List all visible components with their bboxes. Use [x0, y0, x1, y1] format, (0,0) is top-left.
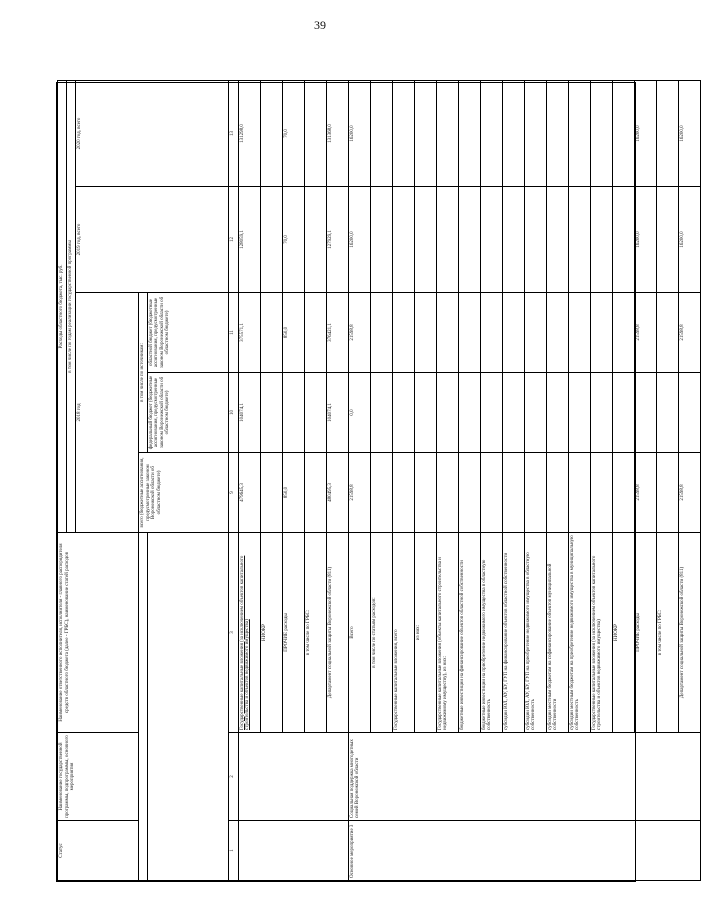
row-federal-cell	[458, 373, 480, 453]
row-2020-cell	[458, 80, 480, 186]
row-federal-cell	[414, 373, 436, 453]
row-total-cell	[502, 453, 524, 533]
row-name-cell: Государственные капитальные вложения (объекты капитального строительства и недвижимому имуществу), из них:	[436, 533, 458, 733]
row-name-cell: Государственные капитальные вложения, всего	[392, 533, 414, 733]
col-number: 9	[228, 453, 238, 533]
row-regional-cell	[546, 293, 568, 373]
row-2020-cell	[414, 80, 436, 186]
col-number: 13	[228, 80, 238, 186]
row-regional-cell	[590, 293, 612, 373]
row-2019-cell	[524, 187, 546, 293]
row-total-cell	[458, 453, 480, 533]
header-program-name: Наименование государственной программы, подпрограммы, основного мероприятия	[58, 733, 139, 821]
row-2020-cell	[568, 80, 590, 186]
row-total-cell: 480495,3	[326, 453, 348, 533]
status-cell: Основное мероприятие 3	[348, 821, 700, 881]
budget-table	[57, 80, 701, 881]
row-regional-cell	[612, 293, 634, 373]
row-federal-cell: 104074,1	[238, 373, 260, 453]
row-name-cell: бюджетные инвестиции на приобретение недвижимого имущества в областную собственность	[480, 533, 502, 733]
row-total-cell	[392, 453, 414, 533]
row-total-cell	[590, 453, 612, 533]
row-regional-cell: 850,0	[282, 293, 304, 373]
row-2019-cell	[414, 187, 436, 293]
row-2019-cell	[304, 187, 326, 293]
row-federal-cell	[634, 373, 656, 453]
header-status: Статус	[58, 821, 139, 881]
row-2020-cell: 70,0	[282, 80, 304, 186]
header-incl-sources: в том числе по годам реализации государственной программы	[67, 80, 76, 532]
row-total-cell	[480, 453, 502, 533]
row-2019-cell	[546, 187, 568, 293]
row-2019-cell	[502, 187, 524, 293]
row-federal-cell	[678, 373, 700, 453]
row-name-cell: в том числе по статьям расходов:	[370, 533, 392, 733]
col-number: 11	[228, 293, 238, 373]
row-2019-cell	[568, 187, 590, 293]
header-2019: 2019 год, всего	[75, 187, 228, 293]
row-regional-cell	[436, 293, 458, 373]
row-federal-cell	[282, 373, 304, 453]
row-federal-cell	[480, 373, 502, 453]
row-2019-cell	[612, 187, 634, 293]
row-name-cell: Департамент социальной защиты Воронежской области (811)	[326, 533, 348, 733]
row-name-cell: субсидии местным бюджетам на приобретение недвижимого имущества в муниципальную собственность	[568, 533, 590, 733]
col-number: 3	[228, 533, 238, 733]
row-federal-cell	[436, 373, 458, 453]
row-regional-cell: 375571,1	[238, 293, 260, 373]
row-name-cell: НИОКР	[260, 533, 282, 733]
header-regional: областной бюджет (бюджетные ассигнования, предусмотренные законом Воронежской области об областном бюджете)	[147, 293, 228, 373]
row-2019-cell	[370, 187, 392, 293]
header-incl-by-source: в том числе по источникам:	[139, 293, 148, 453]
row-federal-cell	[656, 373, 678, 453]
row-total-cell: 850,0	[282, 453, 304, 533]
row-total-cell	[260, 453, 282, 533]
row-federal-cell	[260, 373, 282, 453]
row-regional-cell: 376421,1	[326, 293, 348, 373]
row-name-cell: в том числе по ГРБС:	[304, 533, 326, 733]
header-responsible: Наименование ответственного исполнителя, исполнителя - главного распорядителя средств областного бюджета (далее - ГРБС), наименование статей расходов	[58, 533, 139, 733]
row-regional-cell	[260, 293, 282, 373]
row-federal-cell	[392, 373, 414, 453]
row-2020-cell: 16200,0	[634, 80, 656, 186]
row-total-cell: 21598,8	[348, 453, 370, 533]
row-total-cell	[436, 453, 458, 533]
row-regional-cell	[414, 293, 436, 373]
header-2020: 2020 год, всего	[75, 80, 228, 186]
row-2019-cell	[590, 187, 612, 293]
row-total-cell: 21598,8	[678, 453, 700, 533]
row-federal-cell	[568, 373, 590, 453]
row-name-cell: Государственные капитальные вложения (за исключением объектов капитального строительства и объектов недвижимого имущества)	[238, 533, 260, 733]
row-name-cell: субсидии ЮЛ, АУ, БУ, ГУП на приобретение недвижимого имущества в областную собственность	[524, 533, 546, 733]
row-name-cell: НИОКР	[612, 533, 634, 733]
col-number: 2	[228, 733, 238, 821]
row-name-cell: бюджетные инвестиции на финансирование объектов областной собственности	[458, 533, 480, 733]
header-federal: федеральный бюджет (бюджетные ассигнования, предусмотренные законом Воронежской области об областном бюджете)	[147, 373, 228, 453]
row-total-cell	[370, 453, 392, 533]
row-regional-cell: 21598,8	[634, 293, 656, 373]
row-2020-cell	[436, 80, 458, 186]
row-2020-cell	[524, 80, 546, 186]
row-2020-cell	[260, 80, 282, 186]
header-expenses-title: Расходы областного бюджета, тыс. руб.	[58, 80, 67, 532]
row-2020-cell: 16200,0	[348, 80, 370, 186]
row-2019-cell	[656, 187, 678, 293]
row-federal-cell	[524, 373, 546, 453]
row-total-cell	[414, 453, 436, 533]
row-regional-cell	[370, 293, 392, 373]
row-name-cell: в том числе по ГРБС:	[656, 533, 678, 733]
row-name-cell: субсидии местным бюджетам на софинансирование объектов муниципальной собственности	[546, 533, 568, 733]
row-regional-cell	[502, 293, 524, 373]
row-federal-cell	[304, 373, 326, 453]
row-federal-cell	[612, 373, 634, 453]
row-total-cell	[524, 453, 546, 533]
row-2019-cell: 127929,1	[326, 187, 348, 293]
row-2020-cell	[656, 80, 678, 186]
row-federal-cell	[546, 373, 568, 453]
row-regional-cell	[568, 293, 590, 373]
header-year-2018: 2018 год	[75, 293, 139, 533]
row-2020-cell: 131368,0	[326, 80, 348, 186]
row-federal-cell: 0,0	[348, 373, 370, 453]
rotated-table-container	[56, 82, 685, 882]
row-regional-cell	[392, 293, 414, 373]
row-regional-cell	[480, 293, 502, 373]
row-total-cell	[612, 453, 634, 533]
row-2020-cell: 16200,0	[678, 80, 700, 186]
header-total-2018: всего (бюджетные ассигнования, предусмотренные законом Воронежской области об областном бюджете)	[139, 453, 229, 533]
row-2019-cell: 128059,1	[238, 187, 260, 293]
row-regional-cell: 21598,8	[678, 293, 700, 373]
row-total-cell: 21598,8	[634, 453, 656, 533]
row-2019-cell: 16200,0	[678, 187, 700, 293]
column-number-row	[228, 80, 238, 880]
table-row	[238, 80, 260, 880]
row-name-cell: субсидии ЮЛ, АУ, БУ, ГУП на финансирование объектов областной собственности	[502, 533, 524, 733]
row-name-cell: Всего	[348, 533, 370, 733]
row-name-cell: ПРОЧИЕ расходы	[282, 533, 304, 733]
row-name-cell: Государственные капитальные вложения (за исключением объектов капитального строительства и объектов недвижимого имущества)	[590, 533, 612, 733]
row-2020-cell	[502, 80, 524, 186]
row-total-cell	[568, 453, 590, 533]
row-regional-cell	[458, 293, 480, 373]
row-federal-cell: 104074,1	[326, 373, 348, 453]
page-number: 39	[314, 18, 326, 32]
row-federal-cell	[590, 373, 612, 453]
col-number: 10	[228, 373, 238, 453]
row-2019-cell	[260, 187, 282, 293]
row-total-cell: 479645,3	[238, 453, 260, 533]
budget-table-sheet	[56, 82, 685, 882]
row-2019-cell: 70,0	[282, 187, 304, 293]
row-2020-cell	[546, 80, 568, 186]
row-name-cell: Департамент социальной защиты Воронежской области (811)	[678, 533, 700, 733]
row-2020-cell	[612, 80, 634, 186]
row-regional-cell	[656, 293, 678, 373]
row-2019-cell: 16200,0	[634, 187, 656, 293]
table-row	[348, 80, 370, 880]
row-2019-cell: 16200,0	[348, 187, 370, 293]
row-2019-cell	[458, 187, 480, 293]
row-2019-cell	[480, 187, 502, 293]
row-2019-cell	[392, 187, 414, 293]
row-regional-cell	[304, 293, 326, 373]
col-number: 12	[228, 187, 238, 293]
program-name-cell: Социальная поддержка многодетных семей Воронежской области	[348, 733, 700, 821]
row-name-cell: из них:	[414, 533, 436, 733]
row-2020-cell: 131298,0	[238, 80, 260, 186]
row-name-cell: ПРОЧИЕ расходы	[634, 533, 656, 733]
row-federal-cell	[502, 373, 524, 453]
row-regional-cell	[524, 293, 546, 373]
row-total-cell	[656, 453, 678, 533]
row-2020-cell	[392, 80, 414, 186]
row-2019-cell	[436, 187, 458, 293]
col-number: 1	[228, 821, 238, 881]
row-2020-cell	[590, 80, 612, 186]
row-total-cell	[546, 453, 568, 533]
row-total-cell	[304, 453, 326, 533]
row-2020-cell	[370, 80, 392, 186]
row-regional-cell: 21598,8	[348, 293, 370, 373]
row-2020-cell	[480, 80, 502, 186]
row-federal-cell	[370, 373, 392, 453]
row-2020-cell	[304, 80, 326, 186]
